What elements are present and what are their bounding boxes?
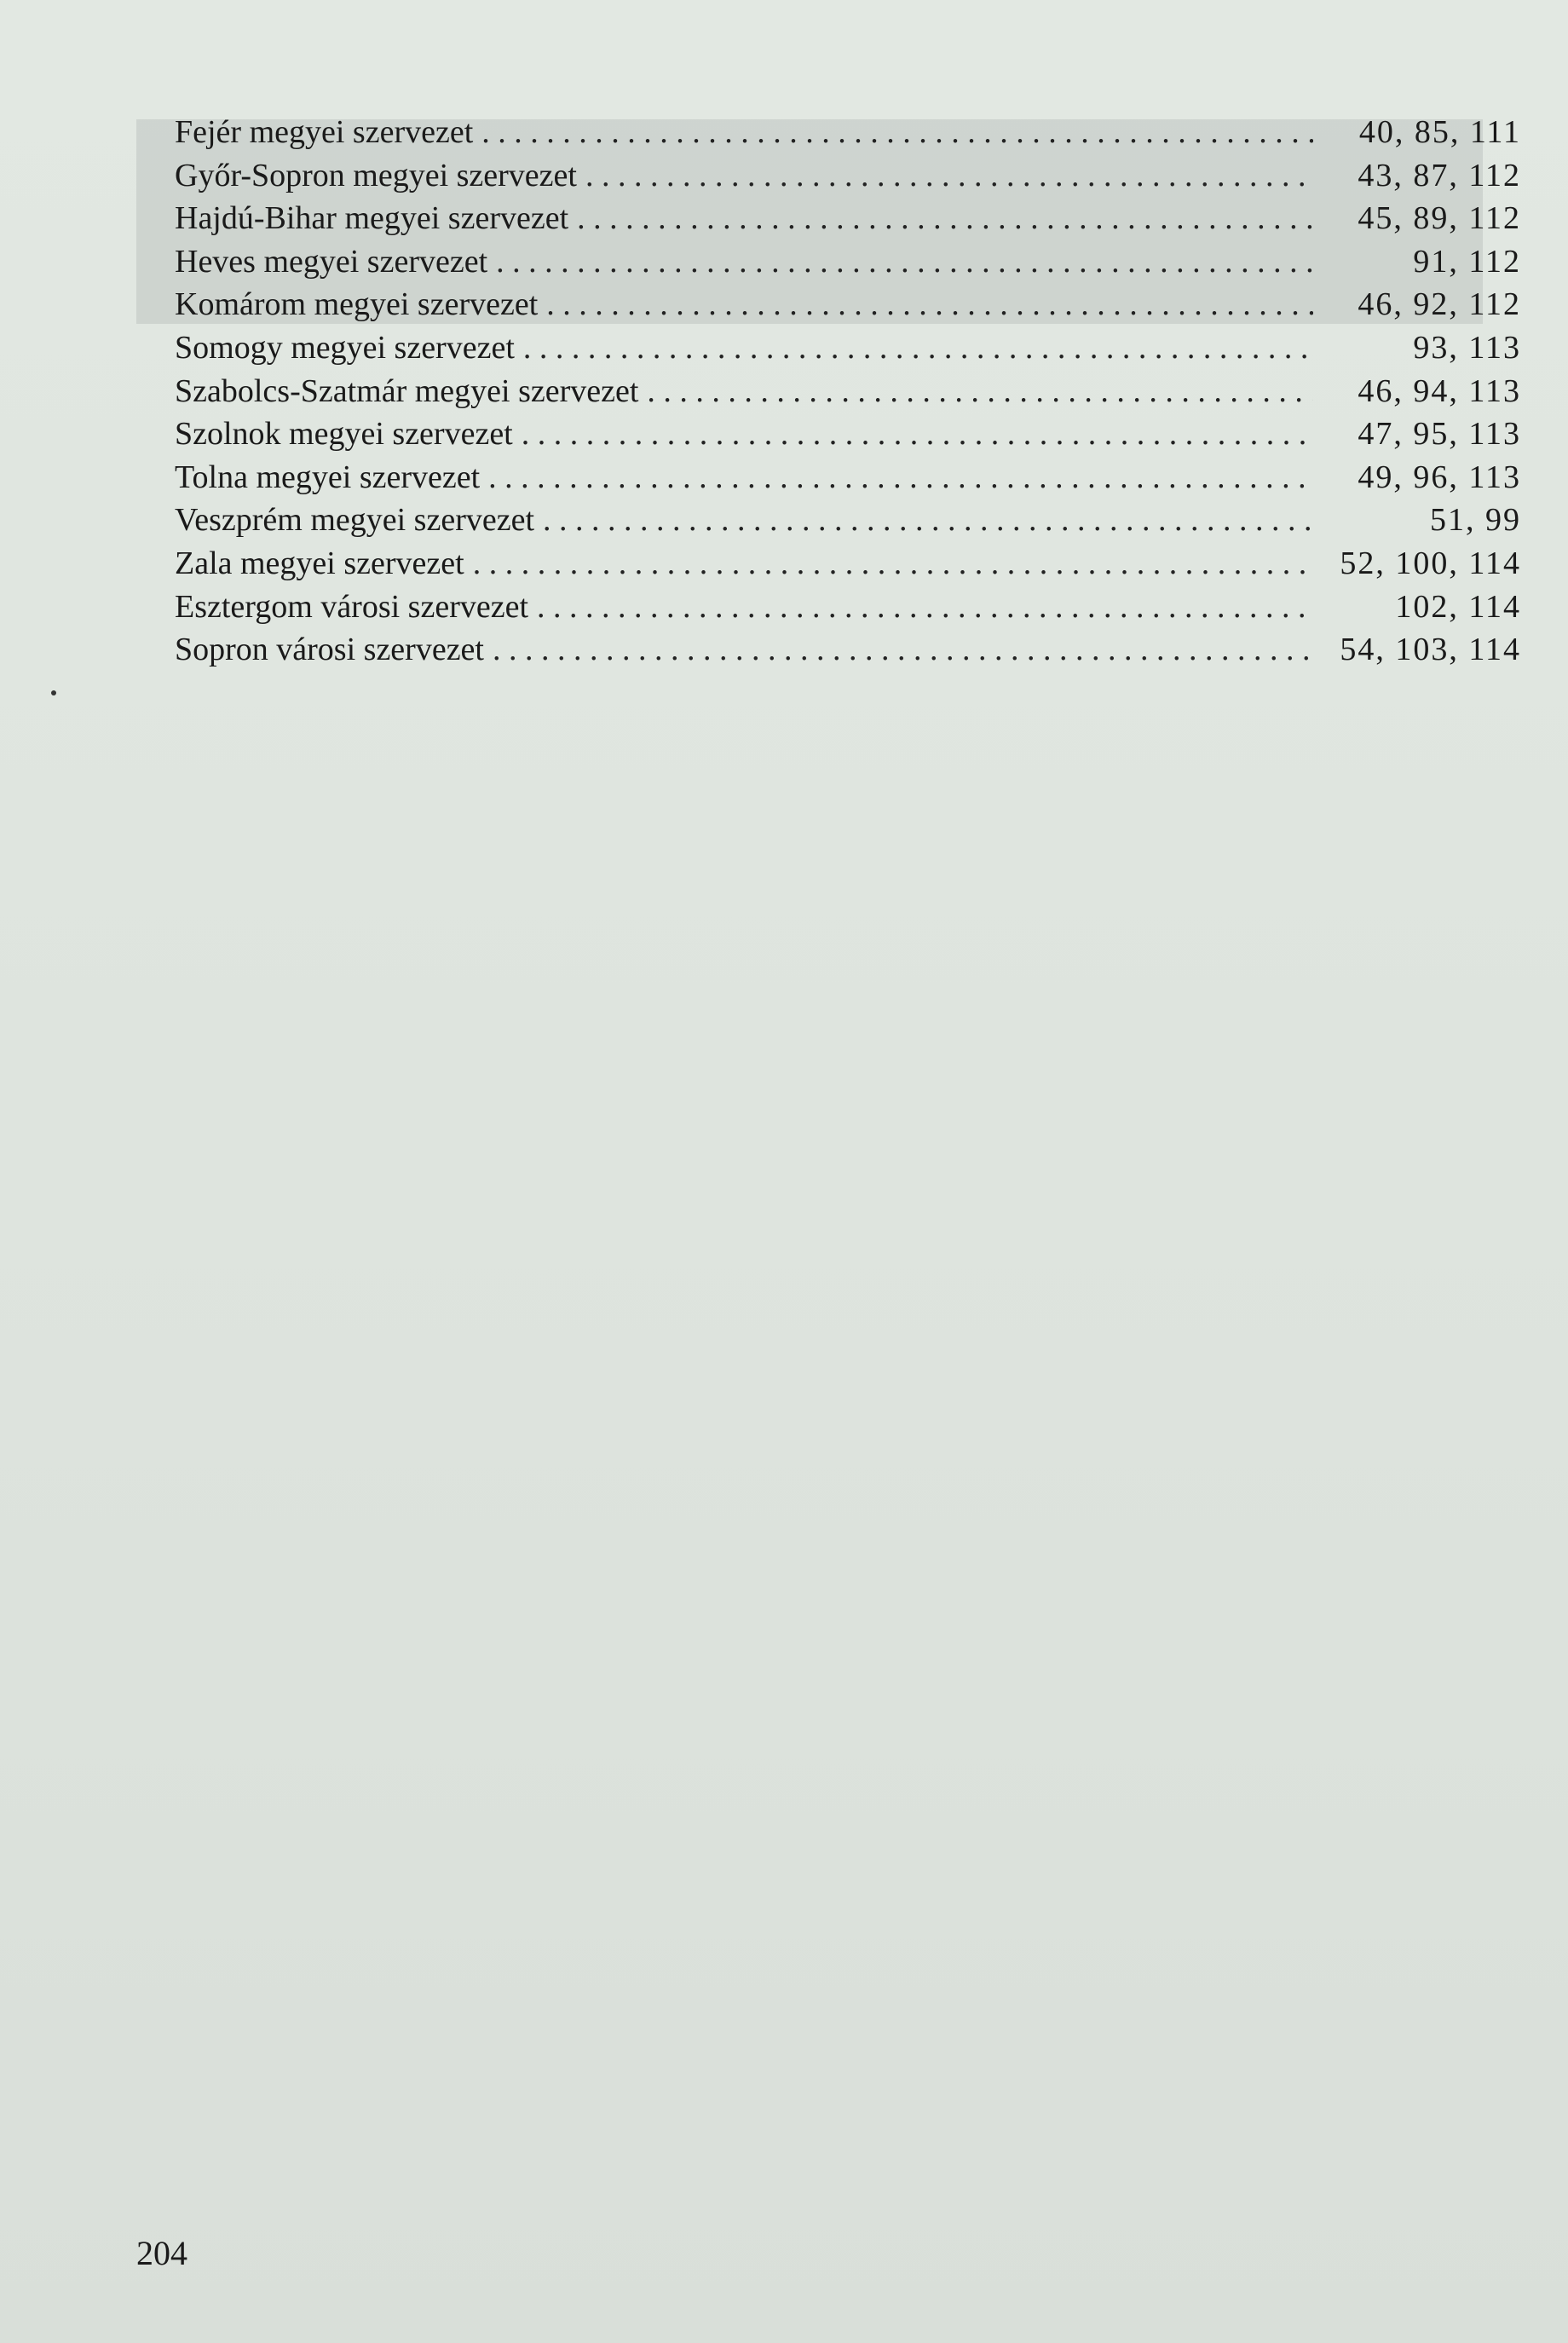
toc-entry xyxy=(175,542,1521,586)
toc-entry-pages: 46, 92, 112 xyxy=(1358,286,1521,323)
toc-entry xyxy=(175,499,1521,542)
toc-entry-pages: 40, 85, 111 xyxy=(1358,114,1521,150)
toc-entry xyxy=(175,628,1521,672)
toc-entry-pages: 45, 89, 112 xyxy=(1358,200,1521,237)
page-number: 204 xyxy=(136,2234,187,2272)
toc-entry xyxy=(175,413,1521,456)
dot-leader xyxy=(647,370,1313,413)
toc-entry-pages: 93, 113 xyxy=(1413,329,1521,366)
toc-entry xyxy=(175,370,1521,413)
toc-entry xyxy=(175,326,1521,370)
toc-entry xyxy=(175,154,1521,198)
toc-entry-label: Heves megyei szervezet xyxy=(175,243,488,280)
dot-leader xyxy=(481,111,1313,153)
table-of-contents xyxy=(175,111,1521,672)
toc-entry-label: Tolna megyei szervezet xyxy=(175,459,481,495)
toc-entry xyxy=(175,111,1521,154)
toc-entry-label: Győr-Sopron megyei szervezet xyxy=(175,157,577,193)
toc-entry-pages: 51, 99 xyxy=(1430,502,1521,539)
toc-entry-label: Fejér megyei szervezet xyxy=(175,114,474,150)
toc-entry-pages: 102, 114 xyxy=(1395,588,1521,625)
toc-entry xyxy=(175,240,1521,284)
toc-entry-pages: 46, 94, 113 xyxy=(1358,372,1521,409)
toc-entry-pages: 47, 95, 113 xyxy=(1358,416,1521,453)
toc-entry-label: Hajdú-Bihar megyei szervezet xyxy=(175,200,569,237)
dot-leader xyxy=(473,542,1313,585)
toc-entry xyxy=(175,197,1521,240)
dot-leader xyxy=(537,586,1313,628)
toc-entry-pages: 91, 112 xyxy=(1413,243,1521,280)
toc-entry-label: Zala megyei szervezet xyxy=(175,545,464,581)
toc-entry-label: Komárom megyei szervezet xyxy=(175,286,539,323)
dot-leader xyxy=(543,499,1313,541)
toc-entry-pages: 52, 100, 114 xyxy=(1340,545,1521,581)
toc-entry-pages: 54, 103, 114 xyxy=(1340,632,1521,668)
toc-entry-label: Esztergom városi szervezet xyxy=(175,588,529,625)
toc-entry xyxy=(175,456,1521,499)
toc-entry-pages: 43, 87, 112 xyxy=(1358,157,1521,193)
dot-leader xyxy=(546,283,1313,326)
stray-ink-dot xyxy=(51,690,56,695)
toc-entry-pages: 49, 96, 113 xyxy=(1358,459,1521,495)
dot-leader xyxy=(585,154,1313,197)
dot-leader xyxy=(577,197,1313,239)
toc-entry-label: Veszprém megyei szervezet xyxy=(175,502,535,539)
toc-entry-label: Szabolcs-Szatmár megyei szervezet xyxy=(175,372,639,409)
dot-leader xyxy=(496,240,1313,283)
toc-entry xyxy=(175,283,1521,326)
toc-entry-label: Somogy megyei szervezet xyxy=(175,329,515,366)
dot-leader xyxy=(522,413,1313,455)
dot-leader xyxy=(523,326,1313,369)
toc-entry-label: Sopron városi szervezet xyxy=(175,632,484,668)
toc-entry xyxy=(175,586,1521,629)
toc-entry-label: Szolnok megyei szervezet xyxy=(175,416,513,453)
dot-leader xyxy=(493,628,1313,671)
dot-leader xyxy=(488,456,1313,499)
